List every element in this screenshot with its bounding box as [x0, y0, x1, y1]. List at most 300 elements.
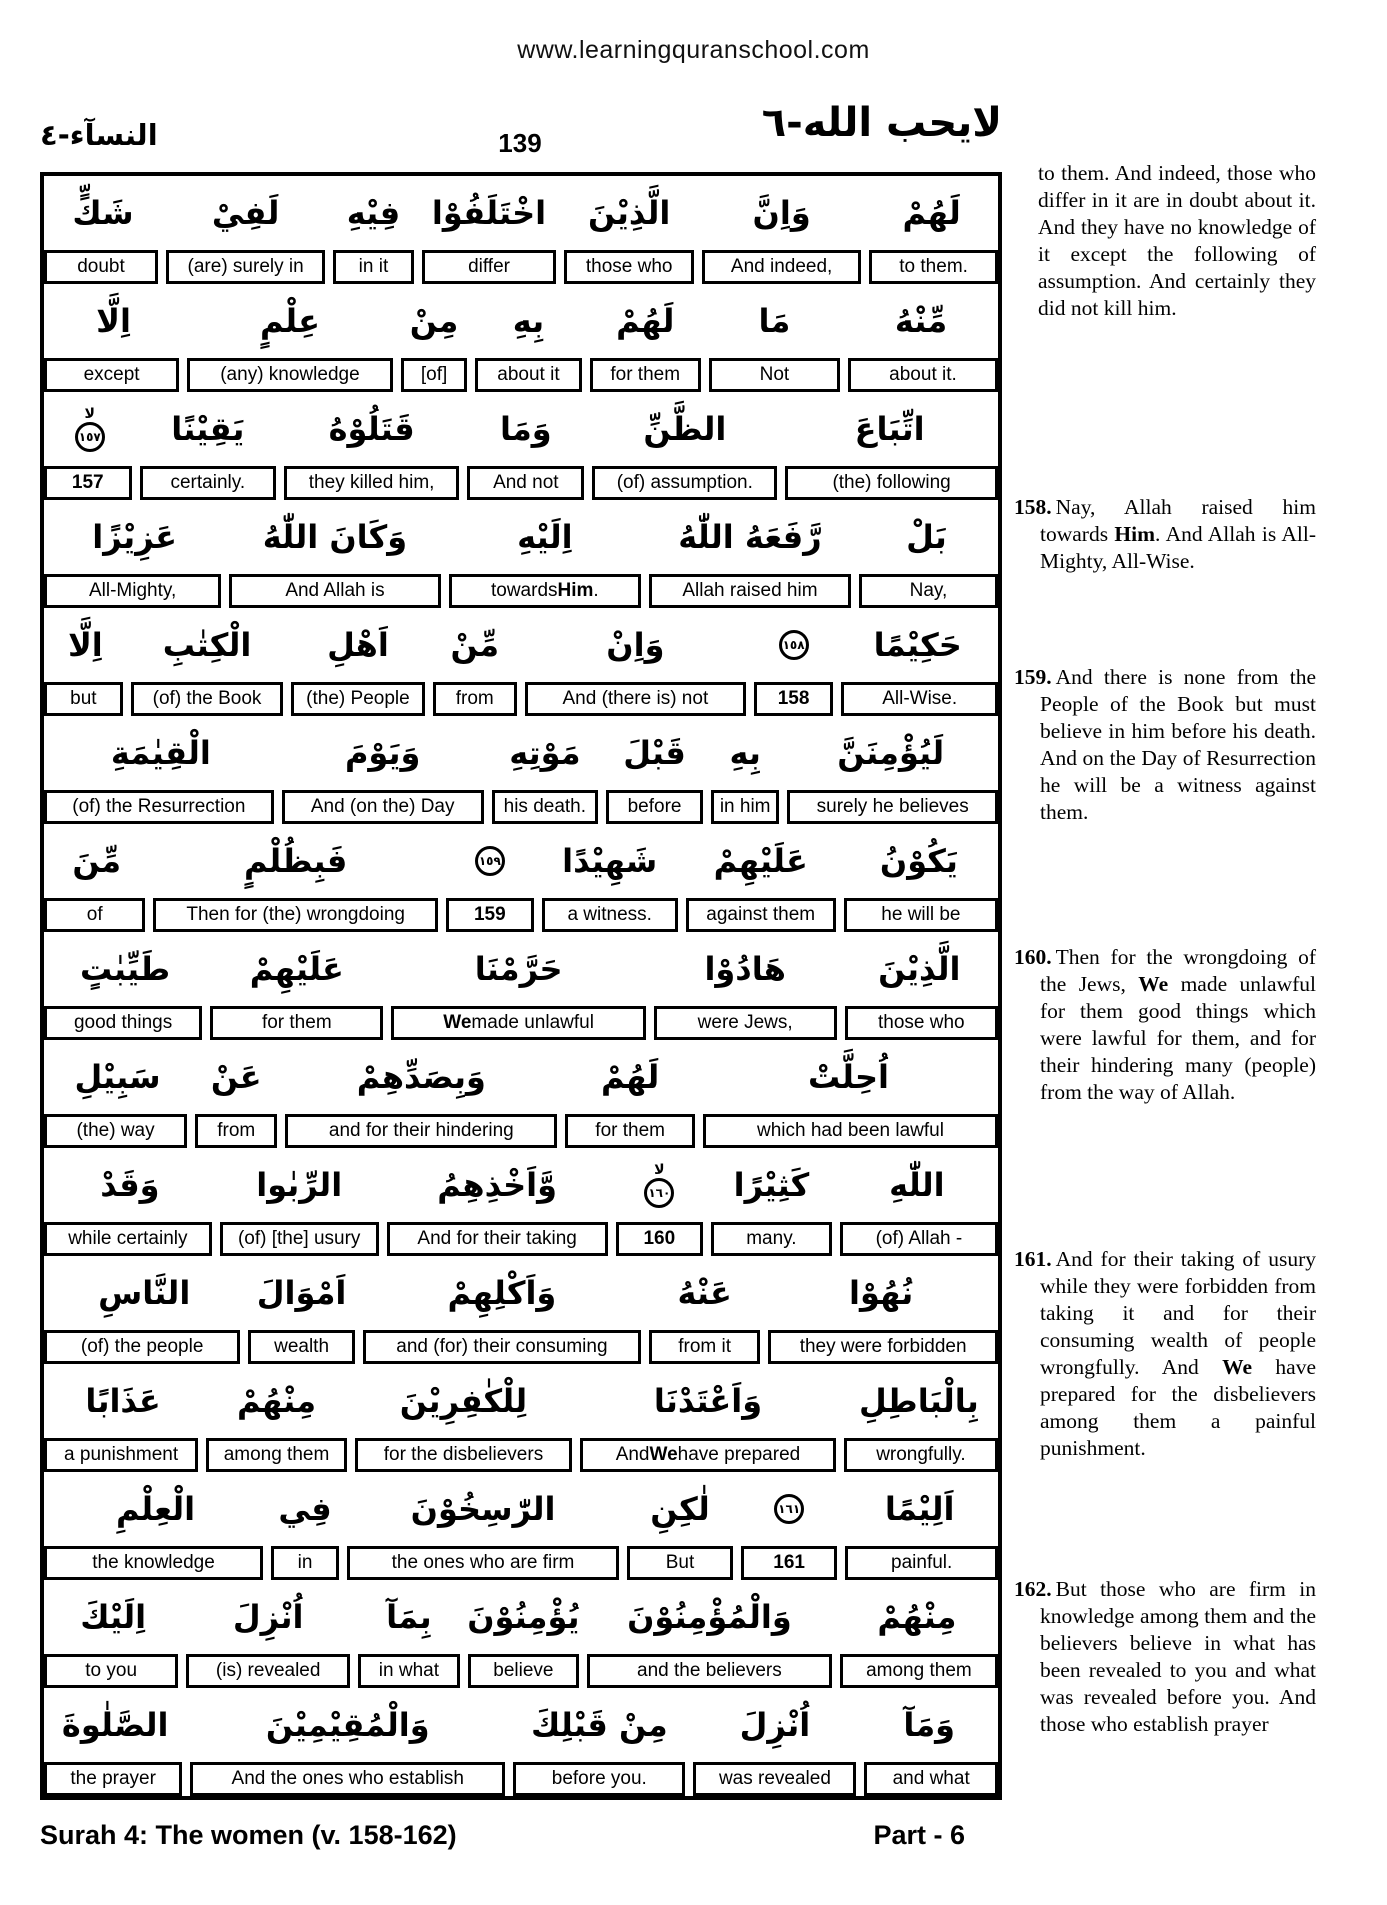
translation-cell-slot [737, 1546, 841, 1580]
translation-cell-slot [583, 1654, 836, 1688]
translation-cell-slot [354, 1654, 464, 1688]
translation-cell-slot [841, 1546, 998, 1580]
arabic-word: لَهُمْ [902, 194, 961, 232]
arabic-word: وَمَآ [903, 1706, 956, 1744]
translation-cell-slot [429, 682, 521, 716]
ayah-row-pair [44, 1472, 998, 1580]
translation-cell: and the believers [587, 1654, 832, 1688]
translation-cell: his death. [492, 790, 598, 824]
verse-translation-text: Nay, Allah raised him towards Him. And Allah is All-Mighty, All-Wise. [1040, 495, 1316, 573]
translation-cell-slot [707, 1222, 836, 1256]
arabic-word: وَالْمُؤْمِنُوْنَ [627, 1598, 792, 1636]
arabic-word: وَقَدْ [100, 1166, 160, 1204]
translation-cell: but [44, 682, 123, 716]
translation-cell: (of) the Book [131, 682, 284, 716]
arabic-word: لَهُمْ [616, 302, 675, 340]
ayah-row-pair [44, 176, 998, 284]
arabic-word: اللّٰهِ [889, 1166, 945, 1204]
arabic-word: وَمَا [499, 410, 552, 448]
arabic-word: قَتَلُوْهُ [328, 410, 415, 448]
translation-cell-slot [343, 1546, 623, 1580]
translation-cell: for them [565, 1114, 695, 1148]
arabic-word: فَبِظُلْمٍ [244, 842, 348, 880]
translation-cell-slot [418, 250, 561, 284]
verse-translation-text: And for their taking of usury while they were forbidden from taking it and for their consuming wealth of people wrongfully. And We have prepared for the disbelievers among them a painful punishment. [1040, 1247, 1316, 1460]
translation-cell-slot [576, 1438, 840, 1472]
footer-part-label: Part - 6 [873, 1820, 965, 1850]
arabic-word: كَثِيْرًا [733, 1166, 810, 1204]
translation-cell: many. [711, 1222, 832, 1256]
arabic-word: اِلَيْكَ [80, 1598, 147, 1636]
translation-cell: about it [475, 358, 581, 392]
arabic-word: سَبِيْلِ [74, 1058, 161, 1096]
arabic-word: الظَّنِّ [643, 410, 727, 448]
translation-cell: among them [206, 1438, 347, 1472]
arabic-word: هَادُوْا [704, 950, 786, 988]
translation-cell: (of) the people [44, 1330, 240, 1364]
translation-cell-slot [280, 466, 463, 500]
translation-cell: (of) the Resurrection [44, 790, 274, 824]
arabic-word: وَاَكْلِهِمْ [447, 1274, 557, 1312]
arabic-word: وَاِنَّ [752, 194, 811, 232]
arabic-word: الْقِيٰمَةِ [110, 734, 211, 772]
pause-mark: لا [84, 405, 95, 422]
translation-cell-slot [281, 1114, 561, 1148]
translation-cell: and (for) their consuming [363, 1330, 641, 1364]
pause-mark: لا [654, 1161, 665, 1178]
translation-cell-slot [244, 1330, 358, 1364]
translation-cell: Then for (the) wrongdoing [153, 898, 437, 932]
translation-cell-slot [186, 1762, 509, 1796]
translation-cell-slot [699, 1114, 998, 1148]
translation-paragraph [1014, 944, 1316, 1106]
translation-cell-slot [182, 1654, 354, 1688]
translation-cell-slot [278, 790, 488, 824]
translation-cell: We made unlawful [391, 1006, 645, 1040]
translation-paragraph [1014, 1246, 1316, 1462]
translation-cell-slot [162, 250, 329, 284]
arabic-word: شَكٍّ [72, 194, 134, 232]
translation-cell: those who [845, 1006, 998, 1040]
translation-cell-slot [463, 466, 588, 500]
translation-cell: to them. [869, 250, 998, 284]
arabic-word: اَمْوَالَ [256, 1274, 347, 1312]
translation-cell: they were forbidden [768, 1330, 998, 1364]
translation-cell: And for their taking [387, 1222, 608, 1256]
arabic-word: النَّاسِ [98, 1274, 191, 1312]
translation-cell-slot [602, 790, 707, 824]
translation-cell: a witness. [542, 898, 678, 932]
translation-cell: 158 [754, 682, 834, 716]
translation-cell: Not [709, 358, 840, 392]
arabic-word: وَبِصَدِّهِمْ [356, 1058, 486, 1096]
page-url: www.learningquranschool.com [517, 36, 870, 64]
translation-cell: to you [44, 1654, 178, 1688]
arabic-word: وَيَوْمَ [344, 734, 421, 772]
verse-translation-text: to them. And indeed, those who differ in it are in doubt about it. And they have no knowledge of it except the following of assumption. And certainly they did not kill him. [1038, 161, 1316, 320]
translation-cell-slot [707, 790, 783, 824]
translation-cell: 161 [741, 1546, 837, 1580]
verse-number: 158. [1014, 495, 1052, 519]
translation-cell-slot [445, 574, 645, 608]
translation-cell-slot [588, 466, 781, 500]
translation-cell-slot [764, 1330, 998, 1364]
translation-cell-slot [359, 1330, 645, 1364]
verse-number: 162. [1014, 1577, 1052, 1601]
translation-cell-slot [225, 574, 444, 608]
translation-cell-slot [860, 1762, 998, 1796]
translation-cell-slot [387, 1006, 649, 1040]
verse-translation-text: Then for the wrongdoing of the Jews, We made unlawful for them good things which were lawful for them, and for their hindering many (people) from the way of Allah. [1040, 945, 1316, 1104]
translation-cell-slot [44, 1114, 191, 1148]
translation-cell: All-Mighty, [44, 574, 221, 608]
translation-cell: which had been lawful [703, 1114, 998, 1148]
arabic-word: رَّفَعَهُ اللّٰهُ [678, 518, 822, 556]
surah-name-arabic: النسآء-٤ [40, 118, 158, 152]
translation-cell: All-Wise. [841, 682, 998, 716]
translation-cell: towards Him . [449, 574, 641, 608]
arabic-word: عَزِيْزًا [92, 518, 177, 556]
arabic-word: عَذَابًا [85, 1382, 161, 1420]
translation-cell: And We have prepared [580, 1438, 836, 1472]
verse-translation-text: But those who are firm in knowledge among them and the believers believe in what has been revealed to you and what was revealed before you. And those who establish prayer [1040, 1577, 1316, 1736]
translation-cell: surely he believes [787, 790, 998, 824]
arabic-word: فِيْهِ [346, 194, 401, 232]
ayah-row-pair [44, 1256, 998, 1364]
translation-cell-slot [44, 574, 225, 608]
translation-cell-slot [836, 1222, 998, 1256]
translation-cell: he will be [844, 898, 998, 932]
arabic-word: مِّنَ [72, 842, 122, 880]
translation-cell: believe [468, 1654, 579, 1688]
translation-cell-slot [840, 898, 998, 932]
translation-cell: were Jews, [654, 1006, 837, 1040]
juz-name-arabic: لايحب الله-٦ [761, 100, 1002, 146]
page-number: 139 [498, 128, 542, 158]
translation-cell: (of) Allah - [840, 1222, 998, 1256]
arabic-word: بِالْبَاطِلِ [858, 1382, 979, 1420]
translation-cell-slot [586, 358, 705, 392]
verse-translation-text: And there is none from the People of the Book but must believe in him before his death. And on the Day of Resurrection he will be a witness against them. [1040, 665, 1316, 824]
arabic-word: اُنْزِلَ [739, 1706, 811, 1744]
arabic-word: اِلَّا [96, 302, 131, 340]
translation-cell: (of) assumption. [592, 466, 777, 500]
ayah-number-circle: ١٥٧ [75, 422, 105, 452]
translation-cell: (the) following [785, 466, 998, 500]
translation-cell: and what [864, 1762, 998, 1796]
translation-cell-slot [191, 1114, 281, 1148]
translation-cell-slot [287, 682, 428, 716]
page-footer [40, 1820, 965, 1851]
translation-cell-slot [623, 1546, 737, 1580]
arabic-word: وَالْمُقِيْمِيْنَ [265, 1706, 430, 1744]
translation-cell: good things [44, 1006, 202, 1040]
translation-cell-slot [855, 574, 998, 608]
translation-cell: painful. [845, 1546, 998, 1580]
ayah-number-circle: ١٦٠ [644, 1178, 674, 1208]
translation-cell: the knowledge [44, 1546, 263, 1580]
ayah-row-pair [44, 932, 998, 1040]
ayah-row-pair [44, 1040, 998, 1148]
translation-cell: And (on the) Day [282, 790, 484, 824]
translation-cell: wrongfully. [844, 1438, 998, 1472]
translation-cell-slot [216, 1222, 383, 1256]
translation-cell-slot [538, 898, 682, 932]
arabic-word: فِي [278, 1490, 332, 1528]
translation-cell: But [627, 1546, 733, 1580]
arabic-word: لَفِيْ [211, 194, 280, 232]
translation-cell: the ones who are firm [347, 1546, 619, 1580]
translation-cell-slot [705, 358, 844, 392]
arabic-word: مَوْتِهِ [509, 734, 581, 772]
translation-cell: among them [840, 1654, 998, 1688]
translation-cell: they killed him, [284, 466, 459, 500]
translation-cell: [of] [401, 358, 468, 392]
translation-cell: except [44, 358, 179, 392]
translation-cell: doubt [44, 250, 158, 284]
ayah-row-pair [44, 608, 998, 716]
translation-cell: from [433, 682, 517, 716]
ayah-row-pair [44, 1148, 998, 1256]
translation-cell-slot [44, 682, 127, 716]
arabic-word: مَا [758, 302, 791, 340]
translation-cell: 159 [446, 898, 534, 932]
ayah-number-medallion [44, 392, 136, 466]
arabic-word: عَلَيْهِمْ [249, 950, 344, 988]
translation-cell-slot [488, 790, 602, 824]
arabic-word: نُهُوْا [849, 1274, 914, 1312]
arabic-word: وَّاَخْذِهِمُ [437, 1166, 557, 1204]
translation-cell: And the ones who establish [190, 1762, 505, 1796]
arabic-word: لٰكِنِ [650, 1490, 710, 1528]
translation-cell-slot [612, 1222, 707, 1256]
translation-cell: (the) way [44, 1114, 187, 1148]
translation-cell-slot [44, 466, 136, 500]
arabic-word: حَرَّمْنَا [474, 950, 563, 988]
translation-cell-slot [442, 898, 538, 932]
arabic-word: اُحِلَّتْ [808, 1058, 889, 1096]
translation-cell-slot [509, 1762, 689, 1796]
translation-cell-slot [44, 1654, 182, 1688]
ayah-number-circle: ١٥٨ [779, 630, 809, 660]
arabic-word: يَكُوْنُ [879, 842, 958, 880]
ayah-number-medallion [737, 1472, 841, 1546]
translation-cell: and for their hindering [285, 1114, 557, 1148]
translation-cell-slot [650, 1006, 841, 1040]
arabic-word: وَاِنْ [606, 626, 665, 664]
arabic-word: مِّنْهُ [894, 302, 948, 340]
translation-cell-slot [329, 250, 418, 284]
arabic-word: مِنْ قَبْلِكَ [531, 1706, 668, 1744]
word-table [40, 172, 1002, 1800]
arabic-word: اِلَّا [67, 626, 103, 664]
arabic-word: شَهِيْدًا [562, 842, 658, 880]
ayah-row-pair [44, 824, 998, 932]
arabic-word: عَنْهُ [677, 1274, 732, 1312]
footer-surah-label: Surah 4: The women (v. 158-162) [40, 1820, 457, 1850]
translation-cell-slot [149, 898, 441, 932]
arabic-word: وَكَانَ اللّٰهُ [262, 518, 408, 556]
translation-cell: And Allah is [229, 574, 440, 608]
translation-cell-slot [645, 574, 855, 608]
translation-paragraph [1014, 494, 1316, 575]
translation-cell-slot [781, 466, 998, 500]
arabic-word: الْكِتٰبِ [162, 626, 252, 664]
ayah-row-pair [44, 500, 998, 608]
translation-cell: (any) knowledge [187, 358, 393, 392]
arabic-word: الرِّبٰوا [256, 1166, 343, 1204]
translation-cell: And not [467, 466, 584, 500]
translation-cell: (of) [the] usury [220, 1222, 379, 1256]
arabic-word: بِمَآ [386, 1598, 432, 1636]
ayah-number-circle: ١٦١ [774, 1494, 804, 1524]
arabic-word: طَيِّبٰتٍ [80, 950, 171, 988]
arabic-word: الرّٰسِخُوْنَ [410, 1490, 556, 1528]
translation-cell: (the) People [291, 682, 424, 716]
translation-cell-slot [127, 682, 288, 716]
translation-cell: in what [358, 1654, 460, 1688]
translation-cell: Allah raised him [649, 574, 851, 608]
translation-cell-slot [267, 1546, 343, 1580]
translation-cell: (are) surely in [166, 250, 325, 284]
translation-cell-slot [464, 1654, 583, 1688]
arabic-word: يُؤْمِنُوْنَ [467, 1598, 580, 1636]
arabic-word: وَاَعْتَدْنَا [653, 1382, 763, 1420]
arabic-word: مِنْهُمْ [236, 1382, 317, 1420]
translation-cell: 157 [44, 466, 132, 500]
translation-cell-slot [44, 1438, 202, 1472]
translation-cell-slot [689, 1762, 860, 1796]
translation-paragraph [1014, 664, 1316, 826]
arabic-word: مِنْ [409, 302, 459, 340]
translation-cell: (is) revealed [186, 1654, 350, 1688]
translation-cell: those who [564, 250, 694, 284]
verse-number: 159. [1014, 665, 1052, 689]
translation-cell-slot [44, 1762, 186, 1796]
translation-cell-slot [865, 250, 998, 284]
translation-paragraph [1014, 160, 1316, 322]
translation-cell: before you. [513, 1762, 685, 1796]
arabic-word: قَبْلَ [623, 734, 686, 772]
ayah-number-medallion [612, 1148, 707, 1222]
translation-cell: while certainly [44, 1222, 212, 1256]
translation-cell: wealth [248, 1330, 354, 1364]
arabic-word: لِلْكٰفِرِيْنَ [399, 1382, 528, 1420]
translation-cell: in it [333, 250, 414, 284]
arabic-word: يَقِيْنًا [171, 410, 245, 448]
translation-cell-slot [560, 250, 698, 284]
translation-cell: differ [422, 250, 557, 284]
translation-cell: before [606, 790, 703, 824]
translation-cell-slot [202, 1438, 351, 1472]
verse-number: 160. [1014, 945, 1052, 969]
translation-cell-slot [471, 358, 585, 392]
translation-cell: for the disbelievers [355, 1438, 572, 1472]
translation-cell: for them [210, 1006, 383, 1040]
arabic-word: الَّذِيْنَ [588, 194, 671, 232]
translation-cell-slot [397, 358, 472, 392]
arabic-word: اتِّبَاعَ [854, 410, 925, 448]
arabic-word: عَنْ [210, 1058, 262, 1096]
arabic-word: عَلَيْهِمْ [713, 842, 808, 880]
translation-cell-slot [44, 1222, 216, 1256]
arabic-word: اَلِيْمًا [884, 1490, 955, 1528]
translation-cell-slot [206, 1006, 387, 1040]
translation-cell-slot [44, 1546, 267, 1580]
translation-cell: the prayer [44, 1762, 182, 1796]
arabic-word: اُنْزِلَ [232, 1598, 304, 1636]
translation-cell-slot [836, 1654, 998, 1688]
translation-cell-slot [136, 466, 281, 500]
translation-cell: a punishment [44, 1438, 198, 1472]
translation-cell-slot [44, 1006, 206, 1040]
translation-cell-slot [44, 1330, 244, 1364]
translation-cell: of [44, 898, 145, 932]
translation-cell-slot [44, 898, 149, 932]
translation-cell-slot [840, 1438, 998, 1472]
arabic-word: اخْتَلَفُوْا [431, 194, 547, 232]
translation-cell: for them [590, 358, 701, 392]
translation-paragraph [1014, 1576, 1316, 1738]
ayah-number-medallion [442, 824, 538, 898]
arabic-word: لَهُمْ [601, 1058, 660, 1096]
translation-cell-slot [841, 1006, 998, 1040]
ayah-row-pair [44, 716, 998, 824]
translation-cell: And indeed, [702, 250, 861, 284]
translation-cell-slot [750, 682, 838, 716]
translation-cell: 160 [616, 1222, 703, 1256]
arabic-word: بِهِ [512, 302, 545, 340]
translation-cell-slot [44, 358, 183, 392]
arabic-word: الْعِلْمِ [115, 1490, 196, 1528]
arabic-word: عِلْمٍ [259, 302, 320, 340]
ayah-row-pair [44, 1364, 998, 1472]
translation-cell: certainly. [140, 466, 277, 500]
translation-cell-slot [521, 682, 750, 716]
verse-number: 161. [1014, 1247, 1052, 1271]
translation-cell: in him [711, 790, 779, 824]
ayah-row-pair [44, 1688, 998, 1796]
translation-cell-slot [44, 250, 162, 284]
translation-cell-slot [183, 358, 397, 392]
translation-cell-slot [383, 1222, 612, 1256]
ayah-row-pair [44, 1580, 998, 1688]
arabic-word: الَّذِيْنَ [878, 950, 961, 988]
arabic-word: بِهِ [729, 734, 761, 772]
arabic-word: الصَّلٰوةَ [61, 1706, 169, 1744]
translation-cell-slot [561, 1114, 699, 1148]
arabic-word: اَهْلِ [327, 626, 389, 664]
arabic-word: حَكِيْمًا [873, 626, 962, 664]
translation-cell: against them [686, 898, 836, 932]
translation-cell: about it. [848, 358, 998, 392]
arabic-word: مِّنْ [450, 626, 500, 664]
translation-cell: And (there is) not [525, 682, 746, 716]
translation-cell-slot [351, 1438, 576, 1472]
ayah-row-pair [44, 284, 998, 392]
arabic-word: بَلْ [906, 518, 947, 556]
translation-cell-slot [837, 682, 998, 716]
ayah-number-medallion [750, 608, 838, 682]
translation-cell: in [271, 1546, 339, 1580]
translation-cell-slot [844, 358, 998, 392]
arabic-word: اِلَيْهِ [517, 518, 573, 556]
translation-cell: from it [649, 1330, 760, 1364]
ayah-number-circle: ١٥٩ [475, 846, 505, 876]
translation-cell-slot [682, 898, 840, 932]
translation-cell-slot [44, 790, 278, 824]
translation-cell: from [195, 1114, 277, 1148]
